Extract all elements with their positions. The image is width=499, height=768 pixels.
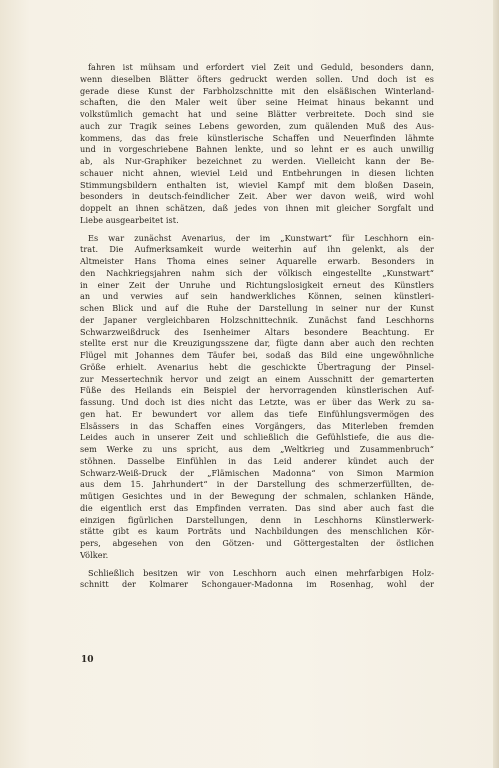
text-line: Leides auch in unserer Zeit und schließlich die Gefühlstiefe, die aus die-	[80, 432, 434, 443]
text-line: fahren ist mühsam und erfordert viel Zeit und Geduld, besonders dann,	[88, 62, 434, 72]
text-line: die eigentlich erst das Empfinden verraten. Das sind aber auch fast die	[80, 502, 434, 513]
text-line: mütigen Gesichtes und in der Bewegung der schmalen, schlanken Hände,	[80, 491, 434, 501]
text-line: und in vorgeschriebene Bahnen lenkte, und so lehnt er es auch unwillig	[80, 144, 434, 155]
text-line: Stimmungsbildern enthalten ist, wieviel Kampf mit dem bloßen Dasein,	[80, 179, 434, 190]
text-line: Schwarz-Weiß-Druck der „Flämischen Madonna“ von Simon Marmion	[80, 467, 434, 478]
text-line: sem Werke zu uns spricht, aus dem „Weltkrieg und Zusammenbruch“	[80, 444, 434, 454]
text-line: besonders in deutsch-feindlicher Zeit. Aber wer davon weiß, wird wohl	[80, 191, 434, 202]
text-line: kommens, das das freie künstlerische Schaffen und Neuerfinden lähmte	[80, 132, 434, 143]
text-line: in einer Zeit der Unruhe und Richtungslosigkeit erneut des Künstlers	[80, 279, 434, 290]
text-line: pers, abgesehen von den Götzen- und Göttergestalten der östlichen	[80, 538, 434, 548]
text-line: zur Messertechnik hervor und zeigt an einem Ausschnitt der gemarterten	[80, 373, 434, 384]
text-line: Völker.	[80, 549, 109, 560]
text-line: stätte gibt es kaum Porträts und Nachbildungen des menschlichen Kör-	[80, 526, 434, 537]
text-line: an und verwies auf sein handwerkliches Können, seinen künstleri-	[80, 291, 434, 302]
text-line: den Nachkriegsjahren nahm sich der völkisch eingestellte „Kunstwart“	[80, 267, 434, 278]
text-line: Flügel mit Johannes dem Täufer bei, sodaß das Bild eine ungewöhnliche	[80, 350, 434, 360]
text-line: schen Blick und auf die Ruhe der Darstellung in seiner nur der Kunst	[80, 303, 434, 313]
page-number: 10	[81, 655, 94, 665]
paragraph-1	[80, 62, 434, 227]
text-line: Schwarzweißdruck des Isenheimer Altars besondere Beachtung. Er	[80, 326, 434, 337]
body-text	[80, 62, 434, 591]
text-line: aus dem 15. Jahrhundert“ in der Darstellung des schmerzerfüllten, de-	[80, 479, 434, 490]
paragraph-3	[80, 568, 434, 592]
text-line: fassung. Und doch ist dies nicht das Letzte, was er über das Werk zu sa-	[80, 397, 434, 407]
paragraph-2	[80, 233, 434, 562]
text-line: gerade diese Kunst der Farbholzschnitte mit den elsäßischen Winterland-	[80, 85, 434, 96]
text-line: schauer nicht ahnen, wieviel Leid und Entbehrungen in diesen lichten	[80, 167, 434, 178]
text-line: trat. Die Aufmerksamkeit wurde weiterhin auf ihn gelenkt, als der	[80, 244, 434, 255]
text-line: Größe erhielt. Avenarius hebt die geschickte Übertragung der Pinsel-	[80, 361, 434, 372]
text-line: Es war zunächst Avenarius, der im „Kunstwart“ für Leschhorn ein-	[88, 232, 434, 243]
text-line: stellte erst nur die Kreuzigungsszene dar, fügte dann aber auch den rechten	[80, 338, 434, 349]
text-line: volkstümlich gemacht hat und seine Blätter verbreitete. Doch sind sie	[80, 109, 434, 119]
text-line: ab, als Nur-Graphiker bezeichnet zu werden. Vielleicht kann der Be-	[80, 156, 434, 166]
text-line: gen hat. Er bewundert vor allem das tiefe Einfühlungsvermögen des	[80, 408, 434, 419]
text-line: der Japaner vergleichbaren Holzschnittechnik. Zunächst fand Leschhorns	[80, 314, 434, 325]
text-line: einzigen figürlichen Darstellungen, denn in Leschhorns Künstlerwerk-	[80, 514, 434, 525]
text-line: stöhnen. Dasselbe Einfühlen in das Leid anderer kündet auch der	[80, 455, 434, 466]
text-line: auch zur Tragik seines Lebens geworden, zum quälenden Muß des Aus-	[80, 120, 434, 131]
page-edge-shadow	[493, 0, 499, 768]
text-line: doppelt an ihnen schätzen, daß jedes von ihnen mit gleicher Sorgfalt und	[80, 203, 434, 213]
text-line: Altmeister Hans Thoma eines seiner Aquarelle erwarb. Besonders in	[80, 256, 434, 266]
text-line: schnitt der Kolmarer Schongauer-Madonna im Rosenhag, wohl der	[80, 579, 434, 590]
text-line: Liebe ausgearbeitet ist.	[80, 214, 179, 225]
text-line: wenn dieselben Blätter öfters gedruckt werden sollen. Und doch ist es	[80, 73, 434, 84]
text-line: Füße des Heilands ein Beispiel der hervorragenden künstlerischen Auf-	[80, 385, 434, 396]
text-line: schaften, die den Maler weit über seine Heimat hinaus bekannt und	[80, 97, 434, 108]
text-line: Schließlich besitzen wir von Leschhorn auch einen mehrfarbigen Holz-	[88, 567, 434, 578]
text-line: Elsässers in das Schaffen eines Vorgängers, das Miterleben fremden	[80, 420, 434, 431]
